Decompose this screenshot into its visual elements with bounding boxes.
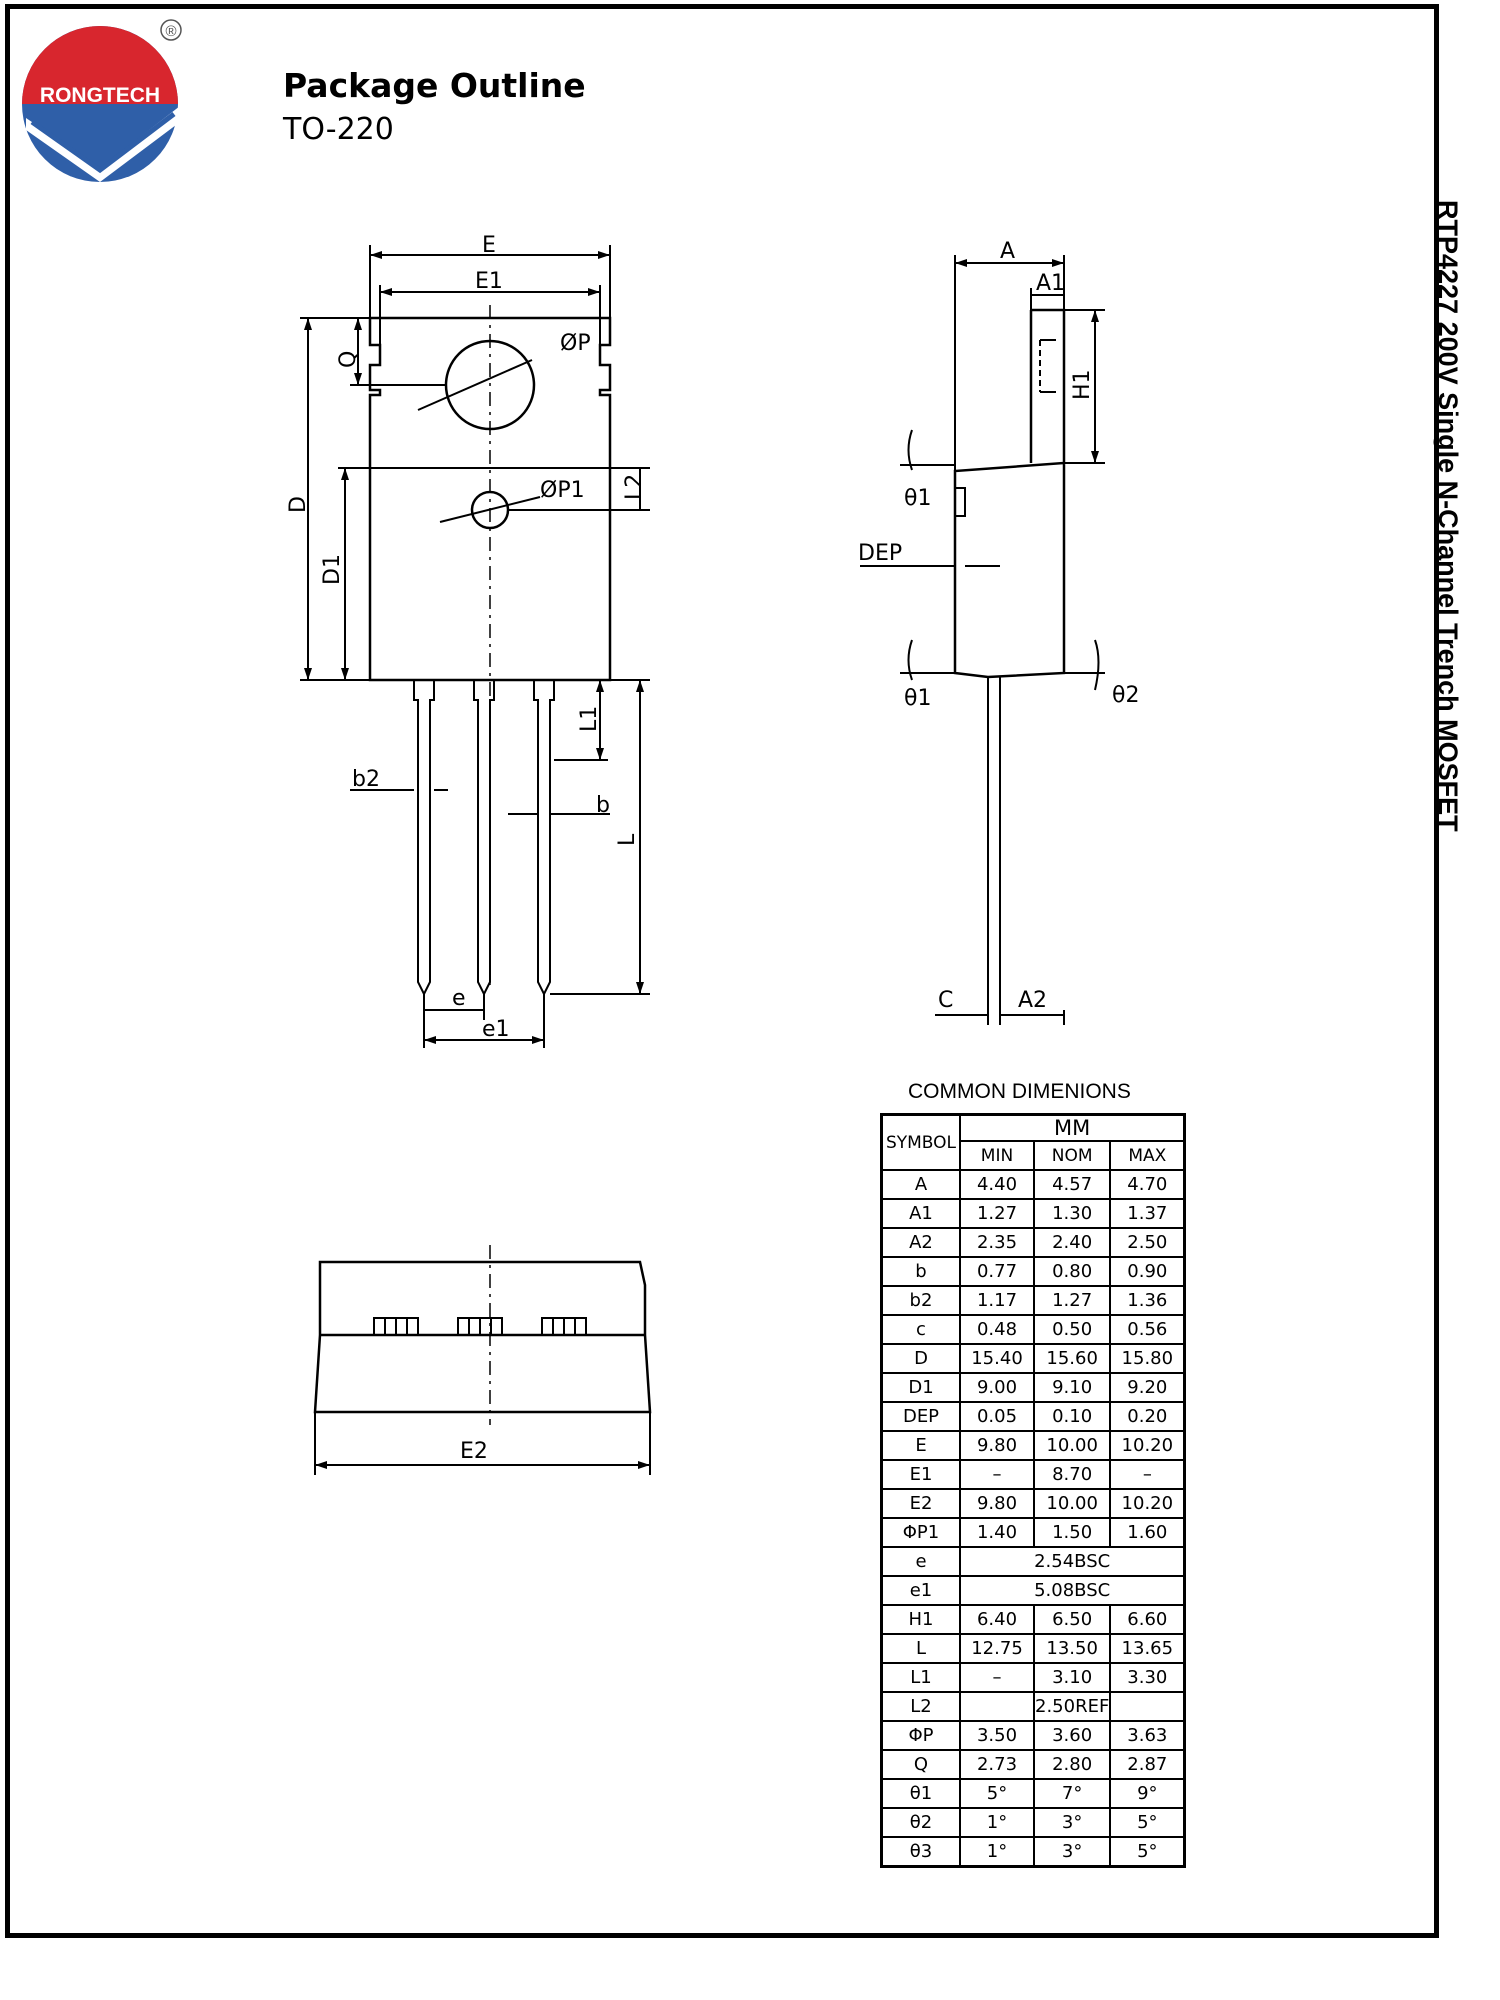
value-cell: 2.50 (1110, 1228, 1185, 1257)
label-C: C (938, 988, 954, 1013)
table-row (882, 1779, 1185, 1808)
value-cell: 3° (1034, 1837, 1110, 1867)
value-cell: 2.87 (1110, 1750, 1185, 1779)
table-row (882, 1402, 1185, 1431)
table-body (882, 1170, 1185, 1867)
symbol-cell: e1 (882, 1576, 961, 1605)
table-row (882, 1228, 1185, 1257)
label-A1: A1 (1036, 271, 1066, 296)
col-max: MAX (1110, 1141, 1185, 1170)
value-cell: 13.50 (1034, 1634, 1110, 1663)
value-cell: 10.20 (1110, 1431, 1185, 1460)
value-cell: – (1110, 1460, 1185, 1489)
symbol-cell: D (882, 1344, 961, 1373)
col-min: MIN (960, 1141, 1034, 1170)
value-cell: 4.57 (1034, 1170, 1110, 1199)
value-cell: 0.77 (960, 1257, 1034, 1286)
label-theta1-top: θ1 (904, 486, 932, 511)
value-cell: 1.50 (1034, 1518, 1110, 1547)
value-cell: 0.20 (1110, 1402, 1185, 1431)
symbol-cell: A (882, 1170, 961, 1199)
symbol-cell: E (882, 1431, 961, 1460)
value-cell: 2.50REF (1034, 1692, 1110, 1721)
table-row (882, 1605, 1185, 1634)
value-cell: 0.50 (1034, 1315, 1110, 1344)
value-cell: 6.50 (1034, 1605, 1110, 1634)
value-cell: 10.00 (1034, 1489, 1110, 1518)
symbol-cell: A1 (882, 1199, 961, 1228)
symbol-cell: L2 (882, 1692, 961, 1721)
symbol-cell: A2 (882, 1228, 961, 1257)
value-cell: 6.60 (1110, 1605, 1185, 1634)
label-e1: e1 (482, 1017, 510, 1042)
value-cell: 3.63 (1110, 1721, 1185, 1750)
label-L1: L1 (577, 705, 602, 732)
value-cell: 9.10 (1034, 1373, 1110, 1402)
value-cell: 5.08BSC (960, 1576, 1185, 1605)
value-cell: 4.70 (1110, 1170, 1185, 1199)
value-cell: 3.10 (1034, 1663, 1110, 1692)
part-title: RTP4227 200V Single N-Channel Trench MOSFET (1433, 200, 1463, 832)
value-cell: 5° (1110, 1808, 1185, 1837)
value-cell: 2.40 (1034, 1228, 1110, 1257)
label-DEP: DEP (858, 541, 903, 566)
label-theta2: θ2 (1112, 683, 1140, 708)
label-D1: D1 (320, 554, 345, 585)
value-cell: – (960, 1663, 1034, 1692)
value-cell: 1.30 (1034, 1199, 1110, 1228)
value-cell: 9.00 (960, 1373, 1034, 1402)
value-cell: 0.48 (960, 1315, 1034, 1344)
table-row (882, 1431, 1185, 1460)
value-cell: 1.27 (960, 1199, 1034, 1228)
value-cell: 9.80 (960, 1431, 1034, 1460)
label-e: e (452, 986, 466, 1011)
symbol-cell: e (882, 1547, 961, 1576)
table-row (882, 1170, 1185, 1199)
symbol-cell: c (882, 1315, 961, 1344)
table-row (882, 1199, 1185, 1228)
value-cell: 0.90 (1110, 1257, 1185, 1286)
table-row (882, 1373, 1185, 1402)
value-cell: 10.00 (1034, 1431, 1110, 1460)
symbol-cell: D1 (882, 1373, 961, 1402)
value-cell: 1.36 (1110, 1286, 1185, 1315)
value-cell: 9.80 (960, 1489, 1034, 1518)
value-cell: 0.56 (1110, 1315, 1185, 1344)
label-b2: b2 (352, 767, 380, 792)
symbol-cell: Q (882, 1750, 961, 1779)
symbol-cell: θ1 (882, 1779, 961, 1808)
value-cell: 3° (1034, 1808, 1110, 1837)
value-cell: 9.20 (1110, 1373, 1185, 1402)
table-row (882, 1460, 1185, 1489)
label-E: E (482, 233, 496, 258)
label-A: A (1000, 239, 1016, 264)
value-cell: 1.17 (960, 1286, 1034, 1315)
table-row (882, 1547, 1185, 1576)
value-cell (960, 1692, 1034, 1721)
table-row (882, 1489, 1185, 1518)
value-cell: 8.70 (1034, 1460, 1110, 1489)
value-cell: 12.75 (960, 1634, 1034, 1663)
table-row (882, 1634, 1185, 1663)
label-b: b (596, 793, 610, 818)
value-cell: 2.54BSC (960, 1547, 1185, 1576)
symbol-cell: θ3 (882, 1837, 961, 1867)
symbol-header: SYMBOL (882, 1115, 961, 1171)
value-cell: 3.50 (960, 1721, 1034, 1750)
table-row (882, 1257, 1185, 1286)
label-E2: E2 (460, 1439, 488, 1464)
value-cell: 1° (960, 1808, 1034, 1837)
label-L2: L2 (622, 473, 647, 500)
value-cell: 2.35 (960, 1228, 1034, 1257)
page-title: Package Outline (283, 66, 586, 105)
col-nom: NOM (1034, 1141, 1110, 1170)
symbol-cell: θ2 (882, 1808, 961, 1837)
value-cell: 15.60 (1034, 1344, 1110, 1373)
symbol-cell: ΦP (882, 1721, 961, 1750)
package-name: TO-220 (283, 112, 394, 147)
table-row (882, 1808, 1185, 1837)
value-cell: 0.80 (1034, 1257, 1110, 1286)
table-row (882, 1692, 1185, 1721)
table-row (882, 1344, 1185, 1373)
label-D: D (286, 496, 311, 513)
label-theta1-bottom: θ1 (904, 686, 932, 711)
value-cell: 1.27 (1034, 1286, 1110, 1315)
symbol-cell: b2 (882, 1286, 961, 1315)
label-L: L (615, 833, 640, 846)
value-cell: 5° (960, 1779, 1034, 1808)
value-cell: 1.37 (1110, 1199, 1185, 1228)
value-cell: 15.80 (1110, 1344, 1185, 1373)
value-cell: 15.40 (960, 1344, 1034, 1373)
value-cell: 6.40 (960, 1605, 1034, 1634)
label-phiP: ØP (560, 331, 591, 356)
value-cell: 2.80 (1034, 1750, 1110, 1779)
value-cell: 1.60 (1110, 1518, 1185, 1547)
table-caption: COMMON DIMENIONS (908, 1080, 1131, 1103)
value-cell: 10.20 (1110, 1489, 1185, 1518)
table-row (882, 1576, 1185, 1605)
value-cell: 3.60 (1034, 1721, 1110, 1750)
value-cell: 4.40 (960, 1170, 1034, 1199)
symbol-cell: DEP (882, 1402, 961, 1431)
table-row (882, 1837, 1185, 1867)
value-cell: 3.30 (1110, 1663, 1185, 1692)
unit-header: MM (960, 1115, 1185, 1142)
label-phiP1: ØP1 (540, 478, 585, 503)
symbol-cell: E2 (882, 1489, 961, 1518)
value-cell: 5° (1110, 1837, 1185, 1867)
symbol-cell: L1 (882, 1663, 961, 1692)
symbol-cell: E1 (882, 1460, 961, 1489)
label-H1: H1 (1070, 369, 1095, 400)
value-cell: 2.73 (960, 1750, 1034, 1779)
table-row (882, 1750, 1185, 1779)
table-row (882, 1315, 1185, 1344)
label-A2: A2 (1018, 988, 1048, 1013)
symbol-cell: b (882, 1257, 961, 1286)
symbol-cell: L (882, 1634, 961, 1663)
logo-text: RONGTECH (39, 84, 161, 107)
value-cell: 13.65 (1110, 1634, 1185, 1663)
registered-mark: ® (165, 23, 177, 40)
label-Q: Q (336, 350, 361, 368)
label-E1: E1 (475, 269, 503, 294)
value-cell: 0.05 (960, 1402, 1034, 1431)
side-view (860, 255, 1105, 1025)
value-cell: 0.10 (1034, 1402, 1110, 1431)
table-row (882, 1518, 1185, 1547)
value-cell: 7° (1034, 1779, 1110, 1808)
symbol-cell: ΦP1 (882, 1518, 961, 1547)
table-row (882, 1286, 1185, 1315)
symbol-cell: H1 (882, 1605, 961, 1634)
value-cell: 9° (1110, 1779, 1185, 1808)
value-cell (1110, 1692, 1185, 1721)
value-cell: 1.40 (960, 1518, 1034, 1547)
table-row (882, 1663, 1185, 1692)
value-cell: 1° (960, 1837, 1034, 1867)
table-row (882, 1721, 1185, 1750)
value-cell: – (960, 1460, 1034, 1489)
dimensions-table (880, 1113, 1186, 1868)
